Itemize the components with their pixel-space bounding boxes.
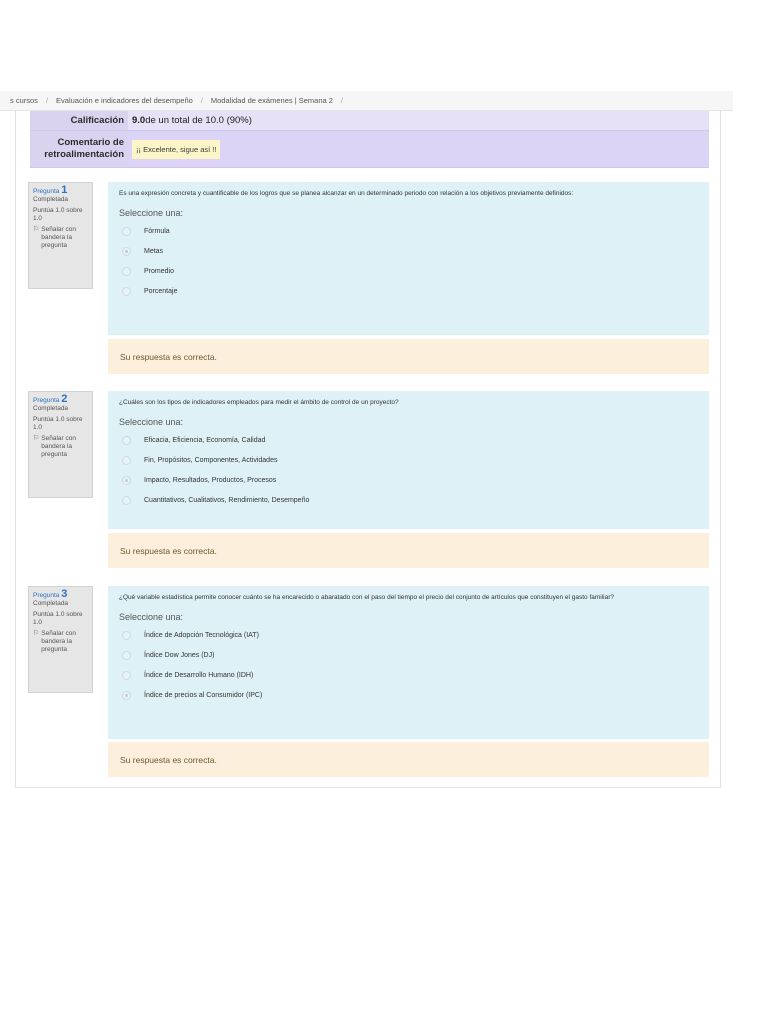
- answer-outcome: Su respuesta es correcta.: [108, 533, 709, 568]
- question-info: [28, 586, 93, 693]
- answer-prompt: Seleccione una:: [119, 417, 184, 427]
- question-text: Es una expresión concreta y cuantificable de los logros que se planea alcanzar en un determinado periodo con relación a los objetivos previamente definidos:: [119, 190, 574, 197]
- answer-outcome: Su respuesta es correcta.: [108, 339, 709, 374]
- answer-list: [108, 625, 709, 705]
- question-formulation: [108, 182, 709, 335]
- radio-button[interactable]: [122, 287, 131, 296]
- question-number-label: Pregunta: [33, 188, 60, 195]
- question-text: ¿Qué variable estadística permite conocer cuánto se ha encarecido o abaratado con el paso del tiempo el precio del conjunto de artículos que constituyen el gasto familiar?: [119, 594, 615, 601]
- radio-button[interactable]: [122, 631, 131, 640]
- flag-label: Señalar con bandera la pregunta: [41, 630, 76, 653]
- flag-icon: ⚐: [33, 435, 40, 442]
- answer-label: Fin, Propósitos, Componentes, Actividades: [144, 456, 278, 464]
- radio-button[interactable]: [122, 227, 131, 236]
- answer-label: Porcentaje: [144, 287, 178, 295]
- question-grade: Puntúa 1.0 sobre 1.0: [33, 611, 83, 626]
- answer-option[interactable]: [122, 470, 709, 490]
- question-state: Completada: [33, 600, 69, 607]
- answer-option[interactable]: [122, 450, 709, 470]
- radio-button[interactable]: [122, 651, 131, 660]
- radio-button[interactable]: [122, 671, 131, 680]
- feedback-label: Comentario de retroalimentación: [30, 131, 128, 167]
- answer-label: Impacto, Resultados, Productos, Procesos: [144, 476, 277, 484]
- question-info: [28, 182, 93, 289]
- grade-row: [30, 111, 709, 131]
- question-number-value: 3: [61, 588, 68, 600]
- radio-button[interactable]: [122, 436, 131, 445]
- answer-option[interactable]: [122, 625, 709, 645]
- question-number: [33, 395, 88, 405]
- breadcrumb-item-course[interactable]: Evaluación e indicadores del desempeño: [56, 96, 193, 105]
- answer-label: Metas: [144, 247, 164, 255]
- breadcrumb-separator: /: [200, 96, 203, 105]
- question-formulation: [108, 586, 709, 739]
- answer-outcome: Su respuesta es correcta.: [108, 742, 709, 777]
- breadcrumb-separator: /: [340, 96, 344, 105]
- answer-option[interactable]: [122, 241, 709, 261]
- answer-label: Fórmula: [144, 227, 170, 235]
- answer-option[interactable]: [122, 685, 709, 705]
- question-number-label: Pregunta: [33, 397, 60, 404]
- flag-question-link[interactable]: [33, 435, 88, 459]
- answer-prompt: Seleccione una:: [119, 208, 184, 218]
- answer-label: Promedio: [144, 267, 174, 275]
- answer-list: [108, 221, 709, 301]
- flag-question-link[interactable]: [33, 226, 88, 250]
- flag-question-link[interactable]: [33, 630, 88, 654]
- question-number: [33, 590, 88, 600]
- question-number-value: 2: [61, 393, 68, 405]
- quiz-summary-table: [30, 111, 709, 168]
- question-formulation: [108, 391, 709, 529]
- grade-score: 9.0: [132, 115, 146, 126]
- feedback-row: [30, 131, 709, 168]
- feedback-text: ¡¡ Excelente, sigue así !!: [132, 140, 220, 159]
- breadcrumb-separator: /: [45, 96, 49, 105]
- answer-list: [108, 430, 709, 510]
- answer-option[interactable]: [122, 430, 709, 450]
- radio-button-selected[interactable]: [122, 476, 131, 485]
- breadcrumb-item-courses[interactable]: s cursos: [10, 96, 38, 105]
- question-state: Completada: [33, 196, 69, 203]
- answer-label: Eficacia, Eficiencia, Economía, Calidad: [144, 436, 266, 444]
- question-info: [28, 391, 93, 498]
- flag-icon: ⚐: [33, 226, 40, 233]
- question-text: ¿Cuáles son los tipos de indicadores empleados para medir el ámbito de control de un proyecto?: [119, 399, 399, 406]
- answer-option[interactable]: [122, 281, 709, 301]
- answer-option[interactable]: [122, 490, 709, 510]
- answer-prompt: Seleccione una:: [119, 612, 184, 622]
- breadcrumb-item-quiz[interactable]: Modalidad de exámenes | Semana 2: [210, 96, 333, 105]
- breadcrumb: [0, 91, 733, 111]
- answer-label: Cuantitativos, Cualitativos, Rendimiento, Desempeño: [144, 496, 310, 504]
- question-number-value: 1: [61, 184, 68, 196]
- question-grade: Puntúa 1.0 sobre 1.0: [33, 416, 83, 431]
- answer-label: Índice de Adopción Tecnológica (IAT): [144, 631, 259, 639]
- answer-option[interactable]: [122, 665, 709, 685]
- answer-label: Índice de Desarrollo Humano (IDH): [144, 671, 254, 679]
- grade-label: Calificación: [30, 111, 128, 130]
- question-number: [33, 186, 88, 196]
- question-number-label: Pregunta: [33, 592, 60, 599]
- flag-label: Señalar con bandera la pregunta: [41, 435, 76, 458]
- radio-button-selected[interactable]: [122, 247, 131, 256]
- flag-label: Señalar con bandera la pregunta: [41, 226, 76, 249]
- question-state: Completada: [33, 405, 69, 412]
- question-grade: Puntúa 1.0 sobre 1.0: [33, 207, 83, 222]
- radio-button[interactable]: [122, 267, 131, 276]
- answer-label: Índice de precios al Consumidor (IPC): [144, 691, 263, 699]
- flag-icon: ⚐: [33, 630, 40, 637]
- grade-total: de un total de 10.0 (90%): [145, 115, 252, 126]
- radio-button[interactable]: [122, 456, 131, 465]
- grade-value: [128, 111, 709, 130]
- answer-option[interactable]: [122, 261, 709, 281]
- radio-button[interactable]: [122, 496, 131, 505]
- radio-button-selected[interactable]: [122, 691, 131, 700]
- feedback-value: [128, 131, 709, 167]
- answer-option[interactable]: [122, 221, 709, 241]
- answer-option[interactable]: [122, 645, 709, 665]
- answer-label: Índice Dow Jones (DJ): [144, 651, 215, 659]
